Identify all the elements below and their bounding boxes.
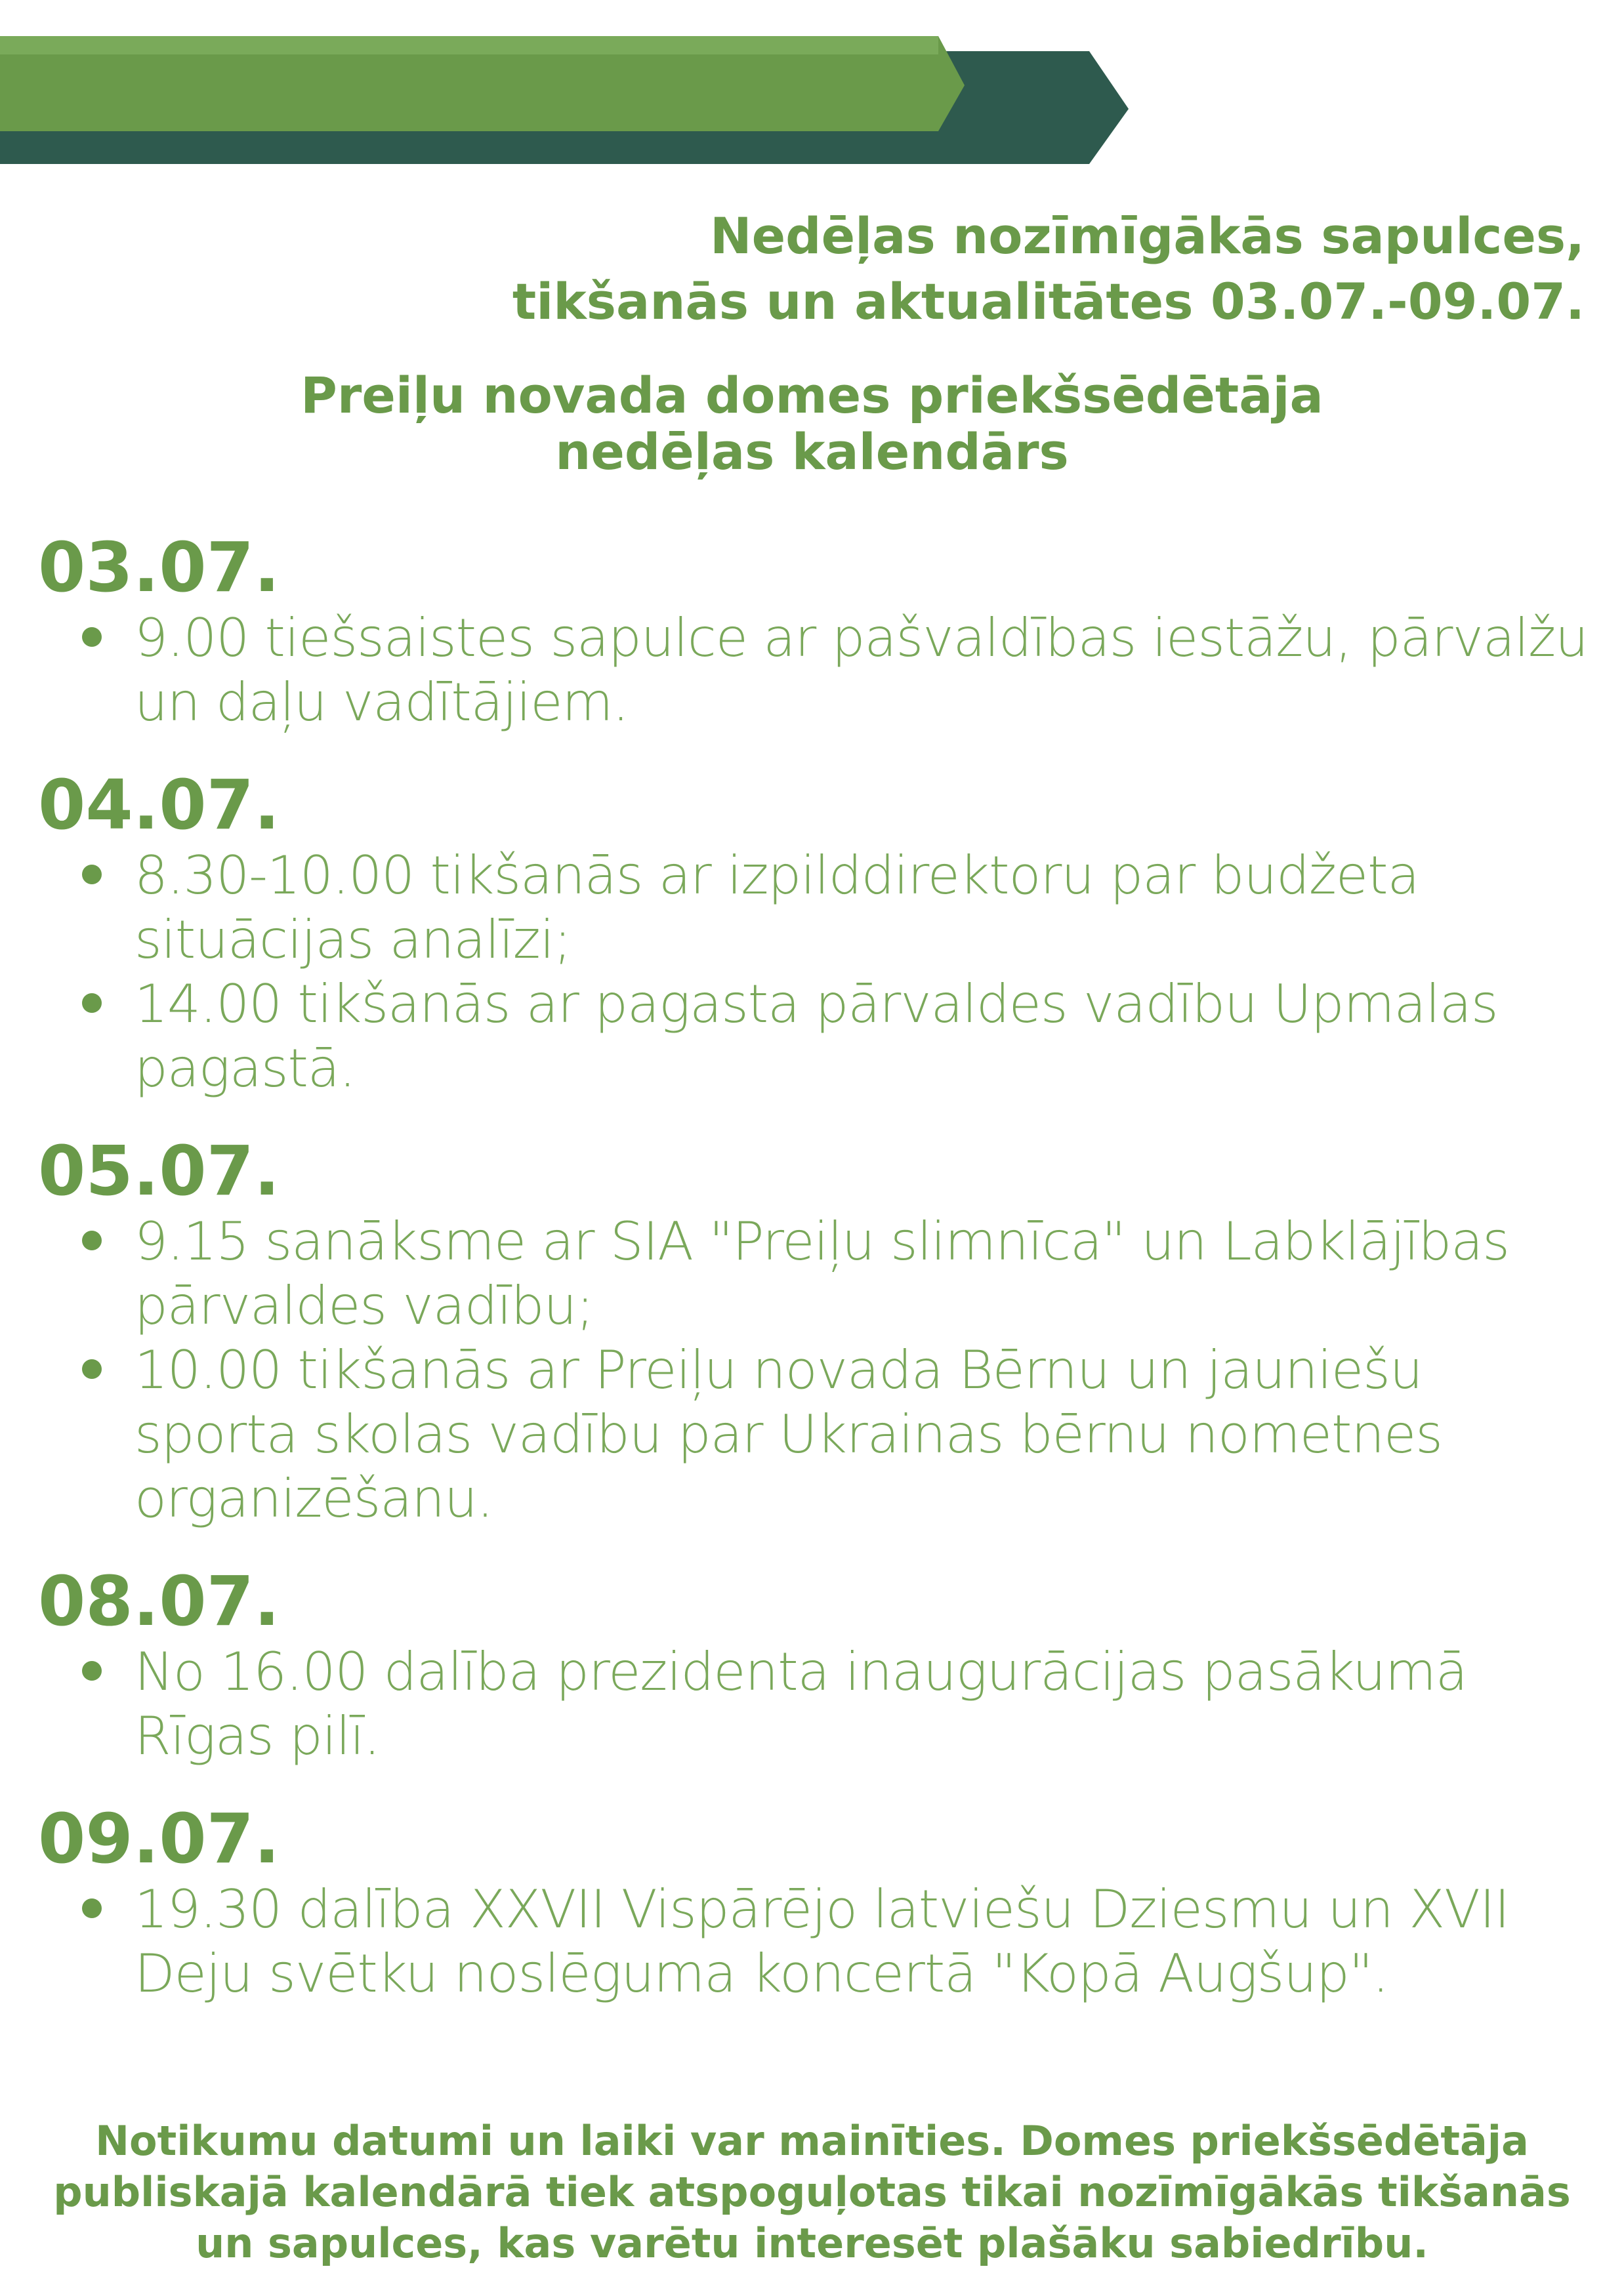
- header-banner: [0, 0, 1624, 171]
- calendar-subtitle-line1: Preiļu novada domes priekšsēdētāja: [301, 366, 1323, 424]
- event-text: 9.00 tiešsaistes sapulce ar pašvaldības iestāžu, pārvalžu un daļu vadītājiem.: [135, 607, 1588, 733]
- bullet-icon: [82, 1661, 102, 1681]
- day-date: 04.07.: [38, 765, 280, 845]
- event-list: [0, 1210, 1624, 1531]
- event-text: 10.00 tikšanās ar Preiļu novada Bērnu un jauniešu sporta skolas vadību par Ukrainas bērnu nometnes organizēšanu.: [135, 1340, 1442, 1529]
- day-0907: [0, 1799, 1624, 2006]
- event-text: 8.30-10.00 tikšanās ar izpilddirektoru par budžeta situācijas analīzi;: [135, 845, 1419, 970]
- event-text: No 16.00 dalība prezidenta inaugurācijas pasākumā Rīgas pilī.: [135, 1641, 1467, 1767]
- event-list: [0, 844, 1624, 1101]
- day-0407: [0, 765, 1624, 1101]
- banner-top-highlight: [0, 36, 938, 54]
- bullet-icon: [82, 1898, 102, 1918]
- event-text: 19.30 dalība XXVII Vispārējo latviešu Dziesmu un XVII Deju svētku noslēguma koncertā "Kopā Augšup".: [135, 1879, 1510, 2004]
- bullet-icon: [82, 1231, 102, 1250]
- event-item: [0, 1877, 1624, 2006]
- event-item: [0, 1210, 1624, 1338]
- day-0307: [0, 527, 1624, 735]
- event-item: [0, 972, 1624, 1101]
- day-0807: [0, 1561, 1624, 1769]
- day-date: 05.07.: [38, 1131, 280, 1211]
- bullet-icon: [82, 993, 102, 1013]
- calendar-subtitle-line2: nedēļas kalendārs: [555, 422, 1069, 481]
- day-date: 09.07.: [38, 1799, 280, 1879]
- event-item: [0, 1640, 1624, 1769]
- disclaimer-note: Notikumu datumi un laiki var mainīties. Domes priekšsēdētāja publiskajā kalendārā tiek atspoguļotas tikai nozīmīgākās tikšanās un sapulces, kas varētu interesēt plašāku sabiedrību.: [53, 2117, 1571, 2267]
- bullet-icon: [82, 865, 102, 884]
- page-title-line2: tikšanās un aktualitātes 03.07.-09.07.: [512, 272, 1585, 331]
- day-date: 08.07.: [38, 1561, 280, 1641]
- event-item: [0, 606, 1624, 735]
- event-list: [0, 1877, 1624, 2006]
- page-title-line1: Nedēļas nozīmīgākās sapulces,: [710, 207, 1585, 265]
- event-text: 9.15 sanāksme ar SIA "Preiļu slimnīca" un Labklājības pārvaldes vadību;: [135, 1211, 1509, 1336]
- page-title: [512, 203, 1585, 335]
- day-date: 03.07.: [38, 527, 280, 607]
- event-list: [0, 606, 1624, 735]
- day-0507: [0, 1131, 1624, 1531]
- event-list: [0, 1640, 1624, 1769]
- bullet-icon: [82, 1359, 102, 1379]
- event-item: [0, 844, 1624, 972]
- bullet-icon: [82, 627, 102, 647]
- calendar-days: [0, 527, 1624, 2006]
- event-text: 14.00 tikšanās ar pagasta pārvaldes vadību Upmalas pagastā.: [135, 974, 1498, 1099]
- calendar-subtitle: [0, 367, 1624, 480]
- event-item: [0, 1338, 1624, 1531]
